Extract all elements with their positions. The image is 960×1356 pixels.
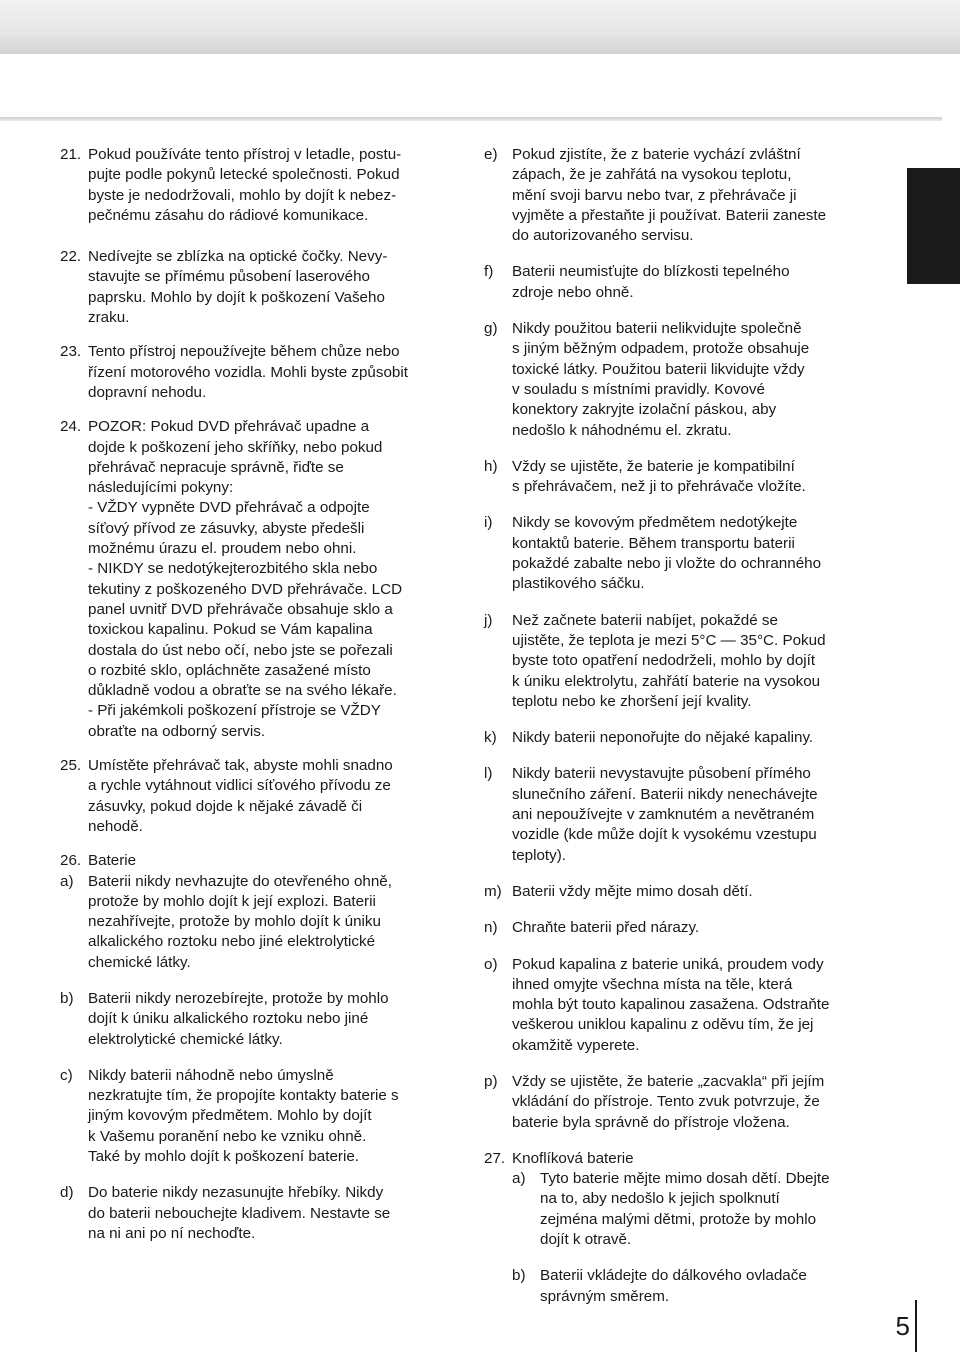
item-number: b) [60,989,74,1007]
item-text: Baterie [88,852,137,870]
item-number: a) [60,872,74,890]
item-text: Pokud kapalina z baterie uniká, proudem vody ihned omyjte všechna místa na těle, která mohla být touto kapalinou zasažena. Odstraňte veškerou uniklou kapalinu z oděvu tím, že jej okamžitě vyperete. [512,955,830,1054]
item-number: 26. [60,852,82,870]
list-item [484,262,888,303]
right-column-items [484,145,888,1169]
list-item [512,1169,888,1250]
item-text: Baterii vkládejte do dálkového ovladače správným směrem. [540,1267,807,1305]
item-text: Nikdy baterii náhodně nebo úmyslně nezkratujte tím, že propojíte kontakty baterie s jiným kovovým předmětem. Mohlo by dojít k Vašemu poranění nebo ke vzniku ohně. Také by mohlo dojít k poškození baterie. [88,1066,399,1166]
list-item [60,342,474,403]
list-item [60,989,474,1050]
item-text: Než začnete baterii nabíjet, pokaždé se ujistěte, že teplota je mezi 5°C — 35°C. Pokud byste toto opatření nedodrželi, mohlo by dojít k úniku elektrolytu, zahřátí baterie na vysokou teplotu nebo ke zhoršení její kvality. [512,611,826,710]
button-battery-subitems [512,1169,888,1307]
item-number: j) [484,611,493,629]
list-item [60,247,474,328]
item-number: p) [484,1072,498,1090]
list-item [60,417,474,742]
list-item [484,1149,888,1169]
list-item [484,457,888,498]
item-text: Vždy se ujistěte, že baterie „zacvakla“ při jejím vkládání do přístroje. Tento zvuk potvrzuje, že baterie byla správně do přístroje vložena. [512,1072,825,1131]
item-number: c) [60,1066,73,1084]
item-text: Baterii nikdy nevhazujte do otevřeného ohně, protože by mohlo dojít k její explozi. Baterii nezahřívejte, protože by mohlo dojít k úniku alkalického roztoku nebo jiné elektrolytické chemické látky. [88,872,392,971]
list-item [60,1183,474,1244]
item-text: Nikdy se kovovým předmětem nedotýkejte kontaktů baterie. Během transportu baterii pokaždé zabalte nebo ji vložte do ochranného plastikového sáčku. [512,514,822,593]
item-number: n) [484,919,498,937]
list-item [60,1066,474,1167]
item-text: Tento přístroj nepoužívejte během chůze nebo řízení motorového vozidla. Mohli byste způsobit dopravní nehodu. [88,343,408,401]
list-item [484,918,888,938]
item-number: 23. [60,343,82,361]
item-number: l) [484,765,493,783]
item-number: h) [484,457,498,475]
list-item [484,1072,888,1133]
item-number: b) [512,1267,526,1285]
item-number: f) [484,263,494,281]
list-item [512,1266,888,1307]
item-text: Pokud používáte tento přístroj v letadle, postu- pujte podle pokynů letecké společnosti. Pokud byste je nedodržovali, mohlo by dojít k nebez- pečnému zásahu do rádiové komunikace. [88,146,402,224]
list-item [484,882,888,902]
item-number: 22. [60,248,82,266]
item-text: Baterii vždy mějte mimo dosah dětí. [512,882,753,900]
item-number: e) [484,146,498,163]
list-item [484,319,888,441]
item-number: 25. [60,757,82,775]
item-text: Nedívejte se zblízka na optické čočky. Nevy- stavujte se přímému působení laserového paprsku. Mohlo by dojít k poškození Vašeho zraku. [88,248,388,327]
list-item [60,756,474,837]
list-item [484,955,888,1056]
item-text: Chraňte baterii před nárazy. [512,919,700,937]
item-number: a) [512,1170,526,1188]
item-number: d) [60,1184,74,1202]
page-number-rule [915,1300,917,1352]
item-text: Do baterie nikdy nezasunujte hřebíky. Nikdy do baterii nebouchejte kladivem. Nestavte se na ni ani po ní nechoďte. [88,1184,391,1242]
header-rule [0,117,942,121]
list-item [60,872,474,973]
page-number: 5 [895,1311,910,1341]
item-text: Pokud zjistíte, že z baterie vychází zvláštní zápach, že je zahřátá na vysokou teplotu, mění svoji barvu nebo tvar, z přehrávače ji vyjměte a přestaňte ji používat. Baterii zaneste do autorizovaného servisu. [512,146,827,245]
item-text: Baterii nikdy nerozebírejte, protože by mohlo dojít k úniku alkalického roztoku nebo jiné elektrolytické chemické látky. [88,989,389,1048]
right-column [484,145,888,1307]
item-text: Umístěte přehrávač tak, abyste mohli snadno a rychle vytáhnout vidlici síťového přívodu ze zásuvky, pokud dojde k nějaké závadě či nehodě. [88,757,393,835]
left-column [60,145,474,1244]
item-number: o) [484,955,498,973]
list-item [484,611,888,712]
item-number: k) [484,729,497,747]
item-number: 27. [484,1149,506,1167]
item-text: Vždy se ujistěte, že baterie je kompatibilní s přehrávačem, než ji to přehrávače vložíte. [512,457,806,496]
list-item [484,145,888,246]
item-text: Nikdy použitou baterii nelikvidujte společně s jiným běžným odpadem, protože obsahuje toxické látky. Použitou baterii likvidujte vždy v souladu s místními pravidly. Kovové konektory zakryjte izolační páskou, aby nedošlo k náhodnému el. zkratu. [512,320,810,439]
item-text: Baterii neumisťujte do blízkosti tepelného zdroje nebo ohně. [512,263,790,301]
list-item [484,728,888,748]
item-text: Nikdy baterii nevystavujte působení přímého slunečního záření. Baterii nikdy nenechávejte ani nepoužívejte v zamknutém a nevětraném vozidle (kde může dojít k vysokému vzestupu teploty). [512,765,818,864]
item-text: POZOR: Pokud DVD přehrávač upadne a dojde k poškození jeho skříňky, nebo pokud přehrávač nepracuje správně, řiďte se následujícími pokyny: - VŽDY vypněte DVD přehrávač a odpojte síťový přívod ze zásuvky, abyste předešli možnému úrazu el. proudem nebo ohni. - NIKDY se nedotýkejterozbitého skla nebo tekutiny z poškozeného DVD přehrávače. LCD panel uvnitř DVD přehrávače obsahuje sklo a toxickou kapalinu. Pokud se Vám kapalina dostala do úst nebo očí, nebo jste se pořezali o rozbité sklo, opláchněte zasažené místo důkladně vodou a obraťte se na svého lékaře. - Při jakémkoli poškození přístroje se VŽDY obraťte na odborný servis. [88,418,403,740]
item-number: m) [484,882,502,900]
item-text: Knoflíková baterie [512,1149,634,1167]
list-item [484,513,888,594]
item-number: i) [484,514,493,532]
list-item [60,145,474,226]
item-text: Tyto baterie mějte mimo dosah dětí. Dbejte na to, aby nedošlo k jejich spolknutí zejména malými dětmi, protože by mohlo dojít k otravě. [540,1170,830,1249]
item-number: g) [484,320,498,338]
section-tab-label: Úvod [928,237,945,273]
list-item [60,851,474,871]
header-band [0,0,960,54]
item-number: 21. [60,146,82,163]
item-number: 24. [60,418,82,436]
item-text: Nikdy baterii neponořujte do nějaké kapaliny. [512,729,814,747]
list-item [484,764,888,865]
